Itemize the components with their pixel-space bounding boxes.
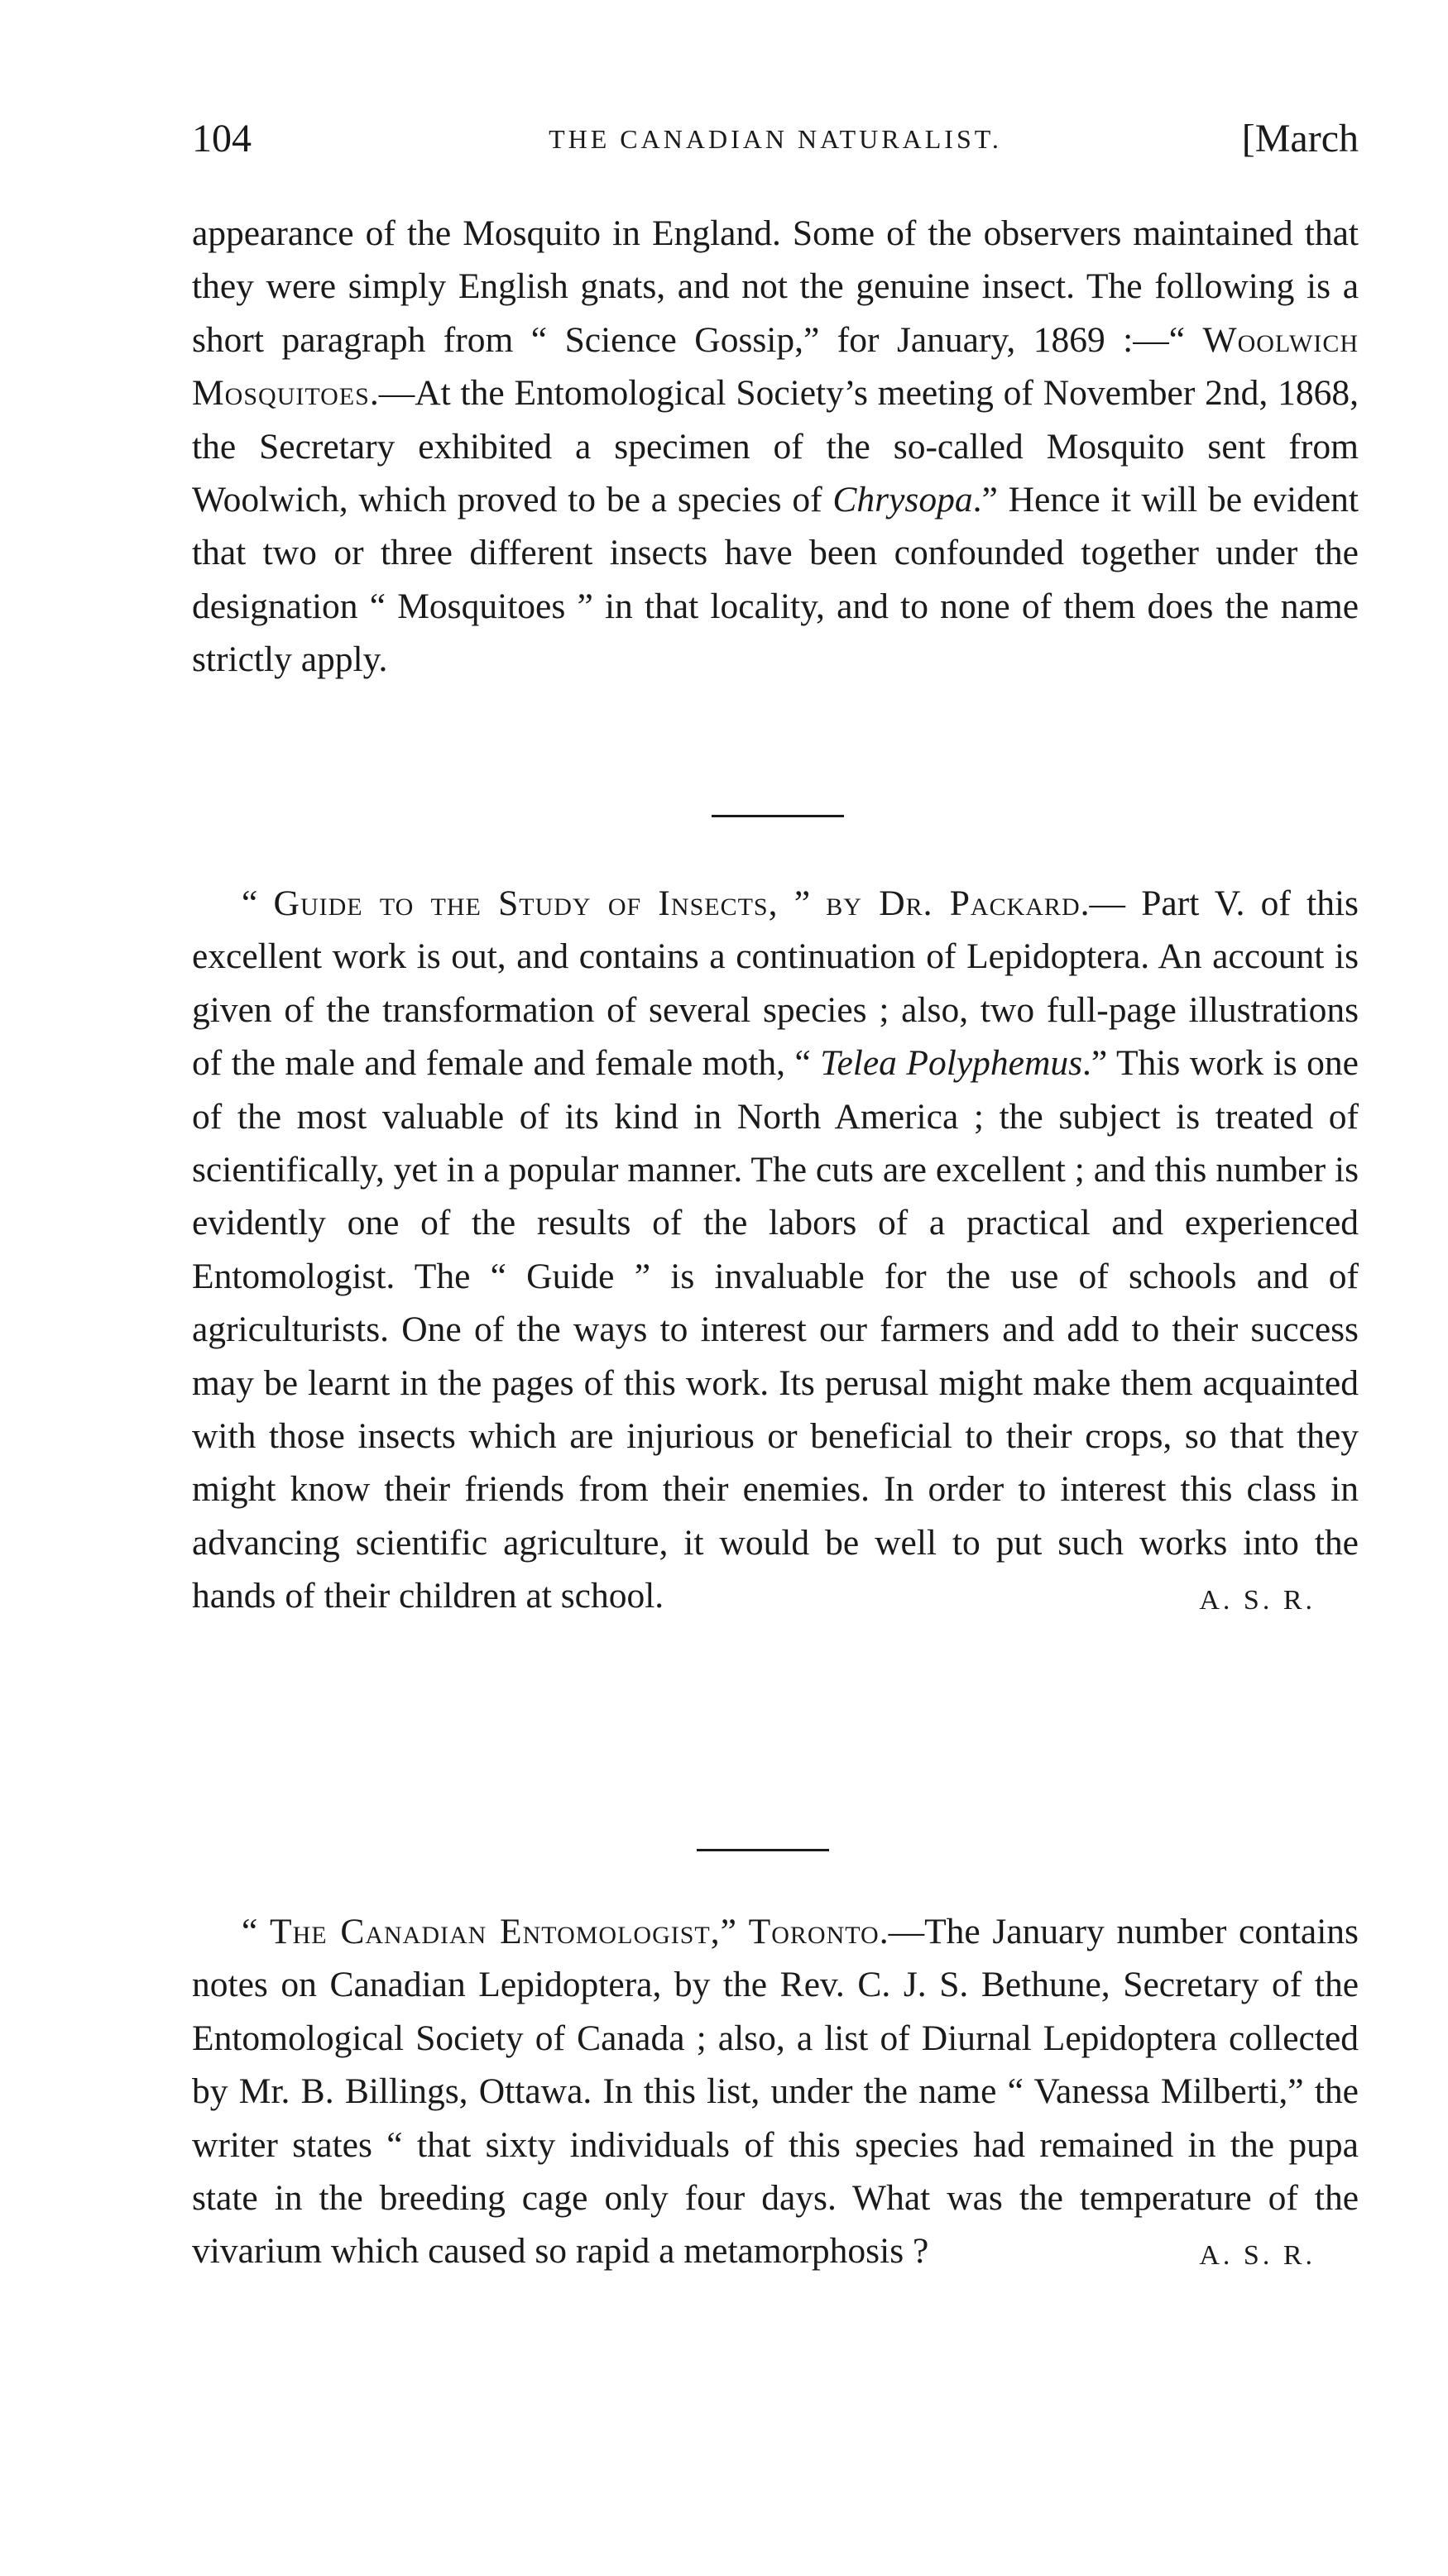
page-number: 104 <box>192 117 252 160</box>
small-caps-heading: Guide to the Study of Insects, <box>273 883 779 923</box>
paragraph-text: “ <box>242 883 274 923</box>
paragraph-text: .—At the Entomological Society’s meeting of November 2nd, 1868, the Secretary exhibited a specimen of the so-called Mosquito sent from Woolwich, which proved to be a species of <box>192 373 1359 520</box>
italic-species-name: Telea Polyphemus <box>820 1043 1083 1084</box>
section-divider <box>712 815 844 817</box>
paragraph-text: ” <box>720 1912 749 1951</box>
paragraph-text: .—The January number contains notes on Canadian Lepidoptera, by the Rev. C. J. S. Bethune, Secretary of the Entomological Society of Canada ; also, a list of Diurnal Lepidoptera collected by Mr. B. Billings, Ottawa. In this list, under the name “ Vanessa Milberti,” the writer states “ that sixty individuals of this species had remained in the pupa state in the breeding cage only four days. What was the temperature of the vivarium which caused so rapid a metamorphosis ? <box>192 1912 1359 2272</box>
paragraph-canadian-entomologist <box>192 1905 1359 2283</box>
small-caps-heading: Toronto <box>748 1912 880 1951</box>
small-caps-heading: The Canadian Entomologist, <box>270 1912 721 1951</box>
small-caps-heading: by Dr. Packard <box>826 883 1081 923</box>
small-caps-heading: Woolwich Mosquitoes <box>192 319 1359 414</box>
paragraph-text: appearance of the Mosquito in England. Some of the observers maintained that they were simply English gnats, and not the genuine insect. The following is a short paragraph from “ Science Gossip,” for January, 1869 :—“ <box>192 213 1359 360</box>
paragraph-text: .” Hence it will be evident that two or three different insects have been confounded together under the designation “ Mosquitoes ” in that locality, and to none of them does the name strictly apply. <box>192 480 1359 680</box>
header-month: [March <box>1241 117 1359 160</box>
paragraph-text: .” This work is one of the most valuable of its kind in North America ; the subject is treated of scientifically, yet in a popular manner. The cuts are excellent ; and this number is evidently one of the results of the labors of a practical and experienced Entomologist. The “ Guide ” is invaluable for the use of schools and of agriculturists. One of the ways to interest our farmers and add to their success may be learnt in the pages of this work. Its perusal might make them acquainted with those insects which are injurious or beneficial to their crops, so that they might know their friends from their enemies. In order to interest this class in advancing scientific agriculture, it would be well to put such works into the hands of their children at school. <box>192 1043 1359 1616</box>
italic-species-name: Chrysopa <box>832 480 973 520</box>
paragraph-packard-guide <box>192 877 1359 1628</box>
author-signature: A. S. R. <box>1199 1585 1316 1616</box>
paragraph-text: ” <box>778 883 827 923</box>
author-signature: A. S. R. <box>1199 2240 1316 2272</box>
section-divider <box>697 1849 829 1851</box>
running-title: THE CANADIAN NATURALIST. <box>549 124 1002 154</box>
paragraph-mosquitoes <box>192 207 1359 687</box>
paragraph-text: .— Part V. of this excellent work is out, and contains a continuation of Lepidoptera. An account is given of the transformation of several species ; also, two full-page illustrations of the male and female and female moth, “ <box>192 883 1359 1084</box>
page-header <box>192 116 1359 174</box>
paragraph-text: “ <box>242 1912 271 1951</box>
